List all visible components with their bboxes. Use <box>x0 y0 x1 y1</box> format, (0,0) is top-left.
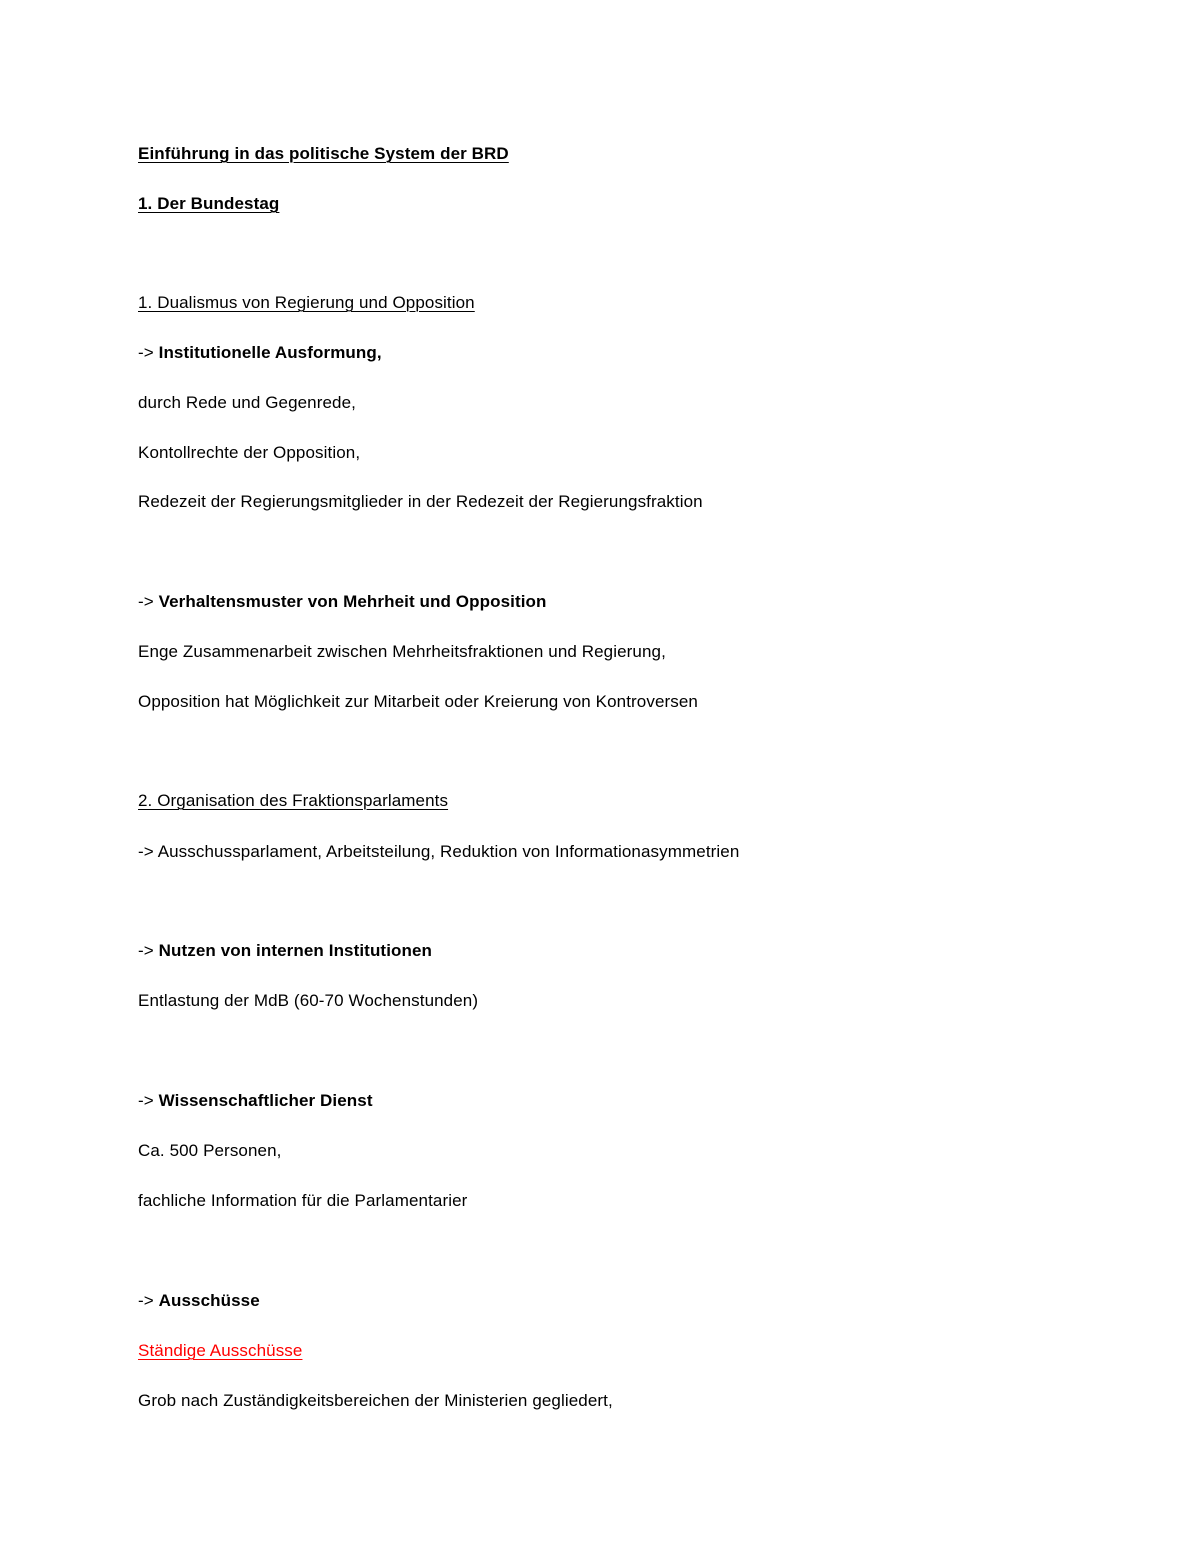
paragraph-line: Redezeit der Regierungsmitglieder in der Redezeit der Regierungsfraktion <box>138 492 703 511</box>
heading-text: Institutionelle Ausformung, <box>158 343 382 362</box>
paragraph-line: Grob nach Zuständigkeitsbereichen der Ministerien gegliedert, <box>138 1391 613 1410</box>
paragraph-line: Opposition hat Möglichkeit zur Mitarbeit oder Kreierung von Kontroversen <box>138 692 698 711</box>
arrow-marker: -> <box>138 941 154 960</box>
paragraph-line: Ca. 500 Personen, <box>138 1141 282 1160</box>
red-heading-staendige-ausschuesse: Ständige Ausschüsse <box>138 1341 303 1360</box>
paragraph-line: fachliche Information für die Parlamentarier <box>138 1191 468 1210</box>
arrow-marker: -> <box>138 1291 154 1310</box>
paragraph-line: Entlastung der MdB (60-70 Wochenstunden) <box>138 991 479 1010</box>
paragraph-line: Kontollrechte der Opposition, <box>138 443 361 462</box>
heading-ausschuesse <box>138 1290 260 1312</box>
subsection-heading-dualismus: 1. Dualismus von Regierung und Opposition <box>138 293 475 312</box>
heading-verhaltensmuster <box>138 591 547 613</box>
heading-text: Verhaltensmuster von Mehrheit und Opposition <box>158 592 547 611</box>
arrow-marker: -> <box>138 343 154 362</box>
arrow-marker: -> <box>138 842 154 861</box>
heading-text: Nutzen von internen Institutionen <box>158 941 433 960</box>
heading-text: Ausschüsse <box>158 1291 260 1310</box>
paragraph-line-ausschussparlament <box>138 841 739 863</box>
heading-nutzen <box>138 940 432 962</box>
arrow-marker: -> <box>138 592 154 611</box>
heading-text: Wissenschaftlicher Dienst <box>158 1091 373 1110</box>
arrow-marker: -> <box>138 1091 154 1110</box>
paragraph-line: Enge Zusammenarbeit zwischen Mehrheitsfraktionen und Regierung, <box>138 642 666 661</box>
paragraph-line: durch Rede und Gegenrede, <box>138 393 356 412</box>
heading-wissenschaftlicher-dienst <box>138 1090 373 1112</box>
heading-institutionelle-ausformung <box>138 342 382 364</box>
paragraph-text: Ausschussparlament, Arbeitsteilung, Reduktion von Informationasymmetrien <box>157 842 740 861</box>
subsection-heading-organisation: 2. Organisation des Fraktionsparlaments <box>138 791 449 810</box>
section-heading-bundestag: 1. Der Bundestag <box>138 194 280 213</box>
document-title: Einführung in das politische System der BRD <box>138 144 509 163</box>
